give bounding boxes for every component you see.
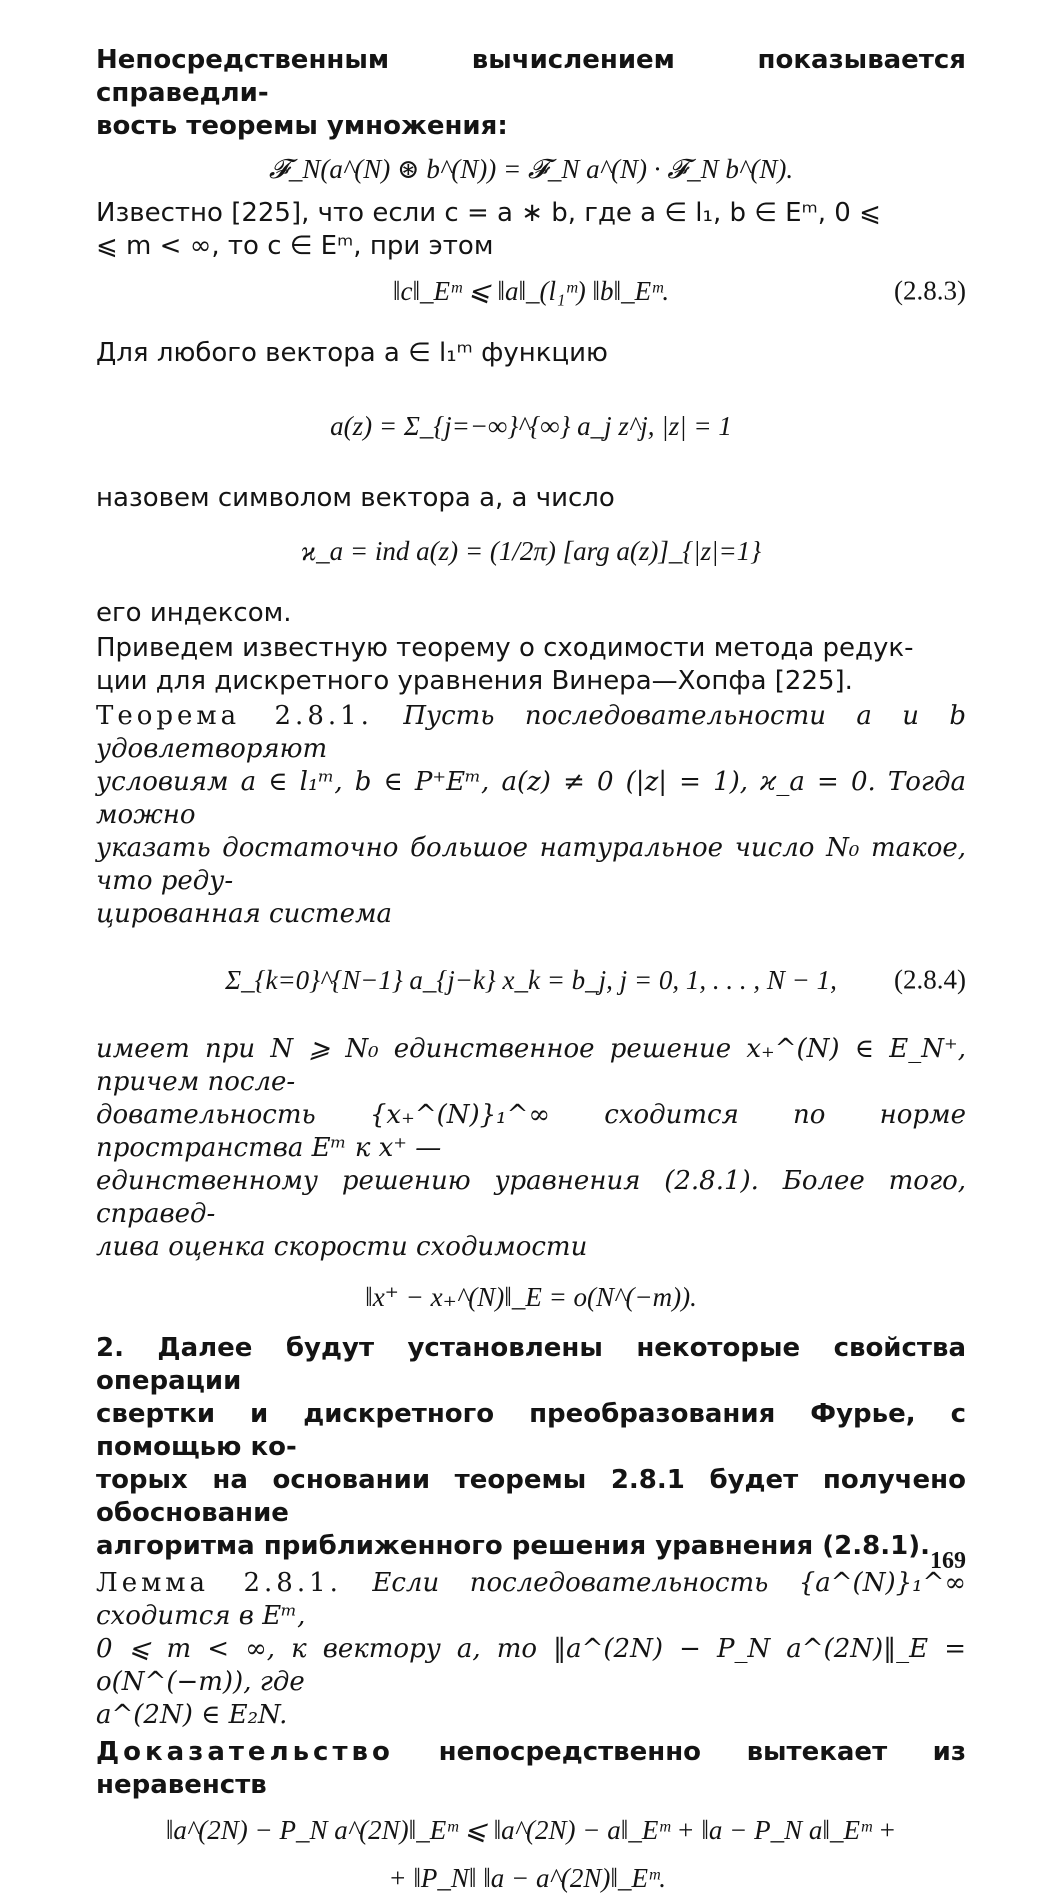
proof-text: непосредственно вытекает из неравенств <box>96 1737 966 1800</box>
equation-2-8-4-text: Σ_{k=0}^{N−1} a_{j−k} x_k = b_j, j = 0, 1, . . . , N − 1, <box>225 964 837 995</box>
known-line-1: Известно [225], что если c = a ∗ b, где a ∈ l₁, b ∈ Eᵐ, 0 ⩽ <box>96 198 881 228</box>
theorem-label: Теорема 2.8.1. <box>96 701 373 731</box>
theorem-cont-line-2: довательность {x₊^(N)}₁^∞ сходится по норме пространства Eᵐ к x⁺ — <box>96 1100 966 1163</box>
reduction-paragraph <box>96 632 966 698</box>
lemma-line-1 <box>96 1567 966 1633</box>
equation-2-8-4 <box>96 931 966 1029</box>
intro-line-2: вость теоремы умножения: <box>96 111 508 141</box>
known-paragraph <box>96 197 966 263</box>
equation-2-8-3-text: ‖c‖_Eᵐ ⩽ ‖a‖_(l₁ᵐ) ‖b‖_Eᵐ. <box>392 275 670 306</box>
lemma-line-3: a^(2N) ∈ E₂N. <box>96 1700 288 1730</box>
equation-multiplication <box>96 143 966 195</box>
section-2-line-1: 2. Далее будут установлены некоторые свойства операции <box>96 1333 966 1396</box>
page-number: 169 <box>930 1548 966 1574</box>
equation-convergence-rate-text: ‖x⁺ − x₊^(N)‖_E = o(N^(−m)). <box>365 1281 697 1312</box>
index-name-line: его индексом. <box>96 598 292 628</box>
equation-symbol <box>96 370 966 482</box>
lemma-label: Лемма 2.8.1. <box>96 1568 342 1598</box>
equation-proof-line-2 <box>96 1858 966 1898</box>
theorem-paragraph <box>96 700 966 931</box>
equation-symbol-text: a(z) = Σ_{j=−∞}^{∞} a_j z^j, |z| = 1 <box>330 410 732 441</box>
reduction-line-1: Приведем известную теорему о сходимости метода редук- <box>96 633 914 663</box>
equation-proof-line-2-text: + ‖P_N‖ ‖a − a^(2N)‖_Eᵐ. <box>388 1862 666 1893</box>
theorem-continuation <box>96 1033 966 1264</box>
equation-2-8-3-number: (2.8.3) <box>894 275 966 306</box>
equation-multiplication-text: 𝓕_N(a^(N) ⊛ b^(N)) = 𝓕_N a^(N) · 𝓕_N b^(N). <box>268 153 794 184</box>
symbol-intro-paragraph <box>96 337 966 370</box>
section-2-paragraph <box>96 1332 966 1563</box>
intro-line-1: Непосредственным вычислением показывается справедли- <box>96 45 966 108</box>
reduction-line-2: ции для дискретного уравнения Винера—Хопфа [225]. <box>96 666 853 696</box>
theorem-line-1 <box>96 700 966 766</box>
book-page <box>96 38 967 1893</box>
index-name-paragraph <box>96 597 966 630</box>
theorem-cont-line-4: лива оценка скорости сходимости <box>96 1232 588 1262</box>
theorem-cont-line-3: единственному решению уравнения (2.8.1). Более того, справед- <box>96 1166 966 1229</box>
theorem-text-1: Пусть последовательности a и b удовлетворяют <box>96 701 967 764</box>
theorem-cont-line-1: имеет при N ⩾ N₀ единственное решение x₊^(N) ∈ E_N⁺, причем после- <box>96 1034 966 1097</box>
theorem-line-4: цированная система <box>96 899 393 929</box>
theorem-line-3: указать достаточно большое натуральное число N₀ такое, что реду- <box>96 833 966 896</box>
equation-index-text: ϰ_a = ind a(z) = (1/2π) [arg a(z)]_{|z|=1} <box>300 535 762 566</box>
equation-index <box>96 515 966 587</box>
equation-proof-line-1 <box>96 1802 966 1858</box>
equation-2-8-4-number: (2.8.4) <box>894 964 966 995</box>
symbol-name-paragraph <box>96 482 966 515</box>
lemma-line-2: 0 ⩽ m < ∞, к вектору a, то ‖a^(2N) − P_N a^(2N)‖_E = o(N^(−m)), где <box>96 1634 966 1697</box>
equation-proof-line-1-text: ‖a^(2N) − P_N a^(2N)‖_Eᵐ ⩽ ‖a^(2N) − a‖_Eᵐ + ‖a − P_N a‖_Eᵐ + <box>165 1814 897 1845</box>
theorem-line-2: условиям a ∈ l₁ᵐ, b ∈ P⁺Eᵐ, a(z) ≠ 0 (|z| = 1), ϰ_a = 0. Тогда можно <box>96 767 966 830</box>
section-2-line-2: свертки и дискретного преобразования Фурье, с помощью ко- <box>96 1399 966 1462</box>
proof-line <box>96 1736 966 1802</box>
proof-paragraph <box>96 1736 966 1802</box>
intro-paragraph <box>96 44 966 143</box>
lemma-text-1: Если последовательность {a^(N)}₁^∞ сходится в Eᵐ, <box>96 1568 967 1631</box>
known-line-2: ⩽ m < ∞, то c ∈ Eᵐ, при этом <box>96 231 494 261</box>
section-2-line-4: алгоритма приближенного решения уравнения (2.8.1). <box>96 1531 930 1561</box>
symbol-intro-line: Для любого вектора a ∈ l₁ᵐ функцию <box>96 338 608 368</box>
equation-convergence-rate <box>96 1264 966 1330</box>
symbol-name-line: назовем символом вектора a, а число <box>96 483 615 513</box>
equation-2-8-3 <box>96 263 966 319</box>
section-2-line-3: торых на основании теоремы 2.8.1 будет получено обоснование <box>96 1465 966 1528</box>
proof-label: Доказательство <box>96 1737 394 1767</box>
lemma-paragraph <box>96 1567 966 1732</box>
